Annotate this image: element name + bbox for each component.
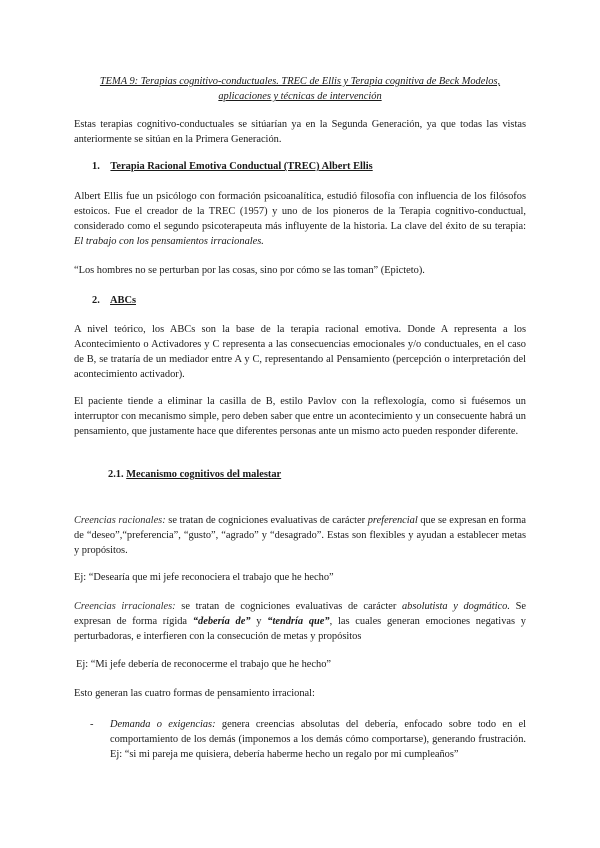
- section-2-1-number: 2.1.: [108, 469, 124, 480]
- section-1-heading: [92, 159, 373, 174]
- example-2: Ej: “Mi jefe debería de reconocerme el trabajo que he hecho”: [76, 659, 332, 670]
- irrational-kind: absolutista y dogmático.: [401, 601, 510, 612]
- example-1: Ej: “Desearía que mi jefe reconociera el trabajo que he hecho”: [74, 572, 334, 583]
- irrational-text-b: Se expresan de forma rígida: [74, 601, 526, 627]
- intro-paragraph: Estas terapias cognitivo-conductuales se sitúarían ya en la Segunda Generación, ya que todas las vistas anteriormente se sitúan en la Primera Generación.: [74, 119, 526, 145]
- irrational-form-2: “tendría que”: [267, 616, 330, 627]
- irrational-beliefs-term: Creencias irracionales:: [74, 601, 176, 612]
- irrational-text-d: , las cuales generan emociones negativas y perturbadoras, e interfieren con la consecución de metas y propósitos: [74, 616, 526, 642]
- forms-intro: Esto generan las cuatro formas de pensamiento irracional:: [74, 688, 315, 699]
- title-line-2: aplicaciones y técnicas de intervención: [218, 91, 382, 102]
- rational-beliefs-paragraph: [74, 513, 526, 558]
- pavlov-paragraph: El paciente tiende a eliminar la casilla de B, estilo Pavlov con la reflexología, como si fuésemos un interruptor con mecanismo simple, pero deben saber que entre un acontecimiento y un consecuente habrá un pensamiento, que justamente hace que diferentes personas ante un mismo acto pueden responder diferente.: [74, 396, 526, 437]
- irrational-text-a: se tratan de cogniciones evaluativas de carácter: [181, 601, 397, 612]
- irrational-form-1: “debería de”: [192, 616, 251, 627]
- section-2-heading: [92, 293, 136, 308]
- bullet-marker: -: [90, 719, 94, 730]
- abc-paragraph: A nivel teórico, los ABCs son la base de la terapia racional emotiva. Donde A representa a los Acontecimiento o Activadores y C representa a las consecuencias emocionales y/o conductuales, en el caso de B, se trataría de un mediador entre A y C, representando al Pensamiento (percepción o interpretación del acontecimiento activador).: [74, 324, 526, 380]
- irrational-text-c: y: [256, 616, 262, 627]
- rational-text-a: se tratan de cogniciones evaluativas de carácter: [168, 515, 366, 526]
- section-2-number: 2.: [92, 295, 100, 306]
- bullet-demand: [110, 717, 526, 762]
- section-2-1-title: Mecanismo cognitivos del malestar: [126, 469, 282, 480]
- title-line-1: TEMA 9: Terapias cognitivo-conductuales. TREC de Ellis y Terapia cognitiva de Beck Modelos,: [99, 76, 501, 87]
- rational-beliefs-term: Creencias racionales:: [74, 515, 166, 526]
- ellis-paragraph: [74, 189, 526, 249]
- section-1-title: Terapia Racional Emotiva Conductual (TREC) Albert Ellis: [110, 161, 373, 172]
- section-2-1-heading: [108, 467, 281, 482]
- ellis-text: Albert Ellis fue un psicólogo con formación psicoanalítica, estudió filosofía con influencia de los filósofos estoicos. Fue el creador de la TREC (1957) y uno de los pioneros de la Terapia cognitivo-conductual, considerado como el segundo psicoterapeuta más influyente de la historia. La clave del éxito de su terapia:: [74, 191, 526, 232]
- epictetus-quote: “Los hombres no se perturban por las cosas, sino por cómo se las toman” (Epicteto).: [74, 265, 425, 276]
- section-2-title: ABCs: [110, 295, 137, 306]
- document-title: [74, 74, 526, 104]
- bullet-demand-term: Demanda o exigencias:: [110, 719, 216, 730]
- ellis-emphasis: El trabajo con los pensamientos irracionales.: [74, 236, 264, 247]
- section-1-number: 1.: [92, 161, 100, 172]
- irrational-beliefs-paragraph: [74, 599, 526, 644]
- bullet-demand-text: genera creencias absolutas del debería, enfocado sobre todo en el comportamiento de los demás (imponemos a los demás cómo comportarse), generando frustración. Ej: “si mi pareja me quisiera, debería haberme hecho un regalo por mi cumpleaños”: [110, 719, 527, 760]
- rational-text-b: que se expresan en forma de “deseo”,“preferencia”, “gusto”, “agrado” y “desagrado”. Estas son flexibles y ayudan a establecer metas y propósitos.: [74, 515, 526, 556]
- rational-kind: preferencial: [367, 515, 418, 526]
